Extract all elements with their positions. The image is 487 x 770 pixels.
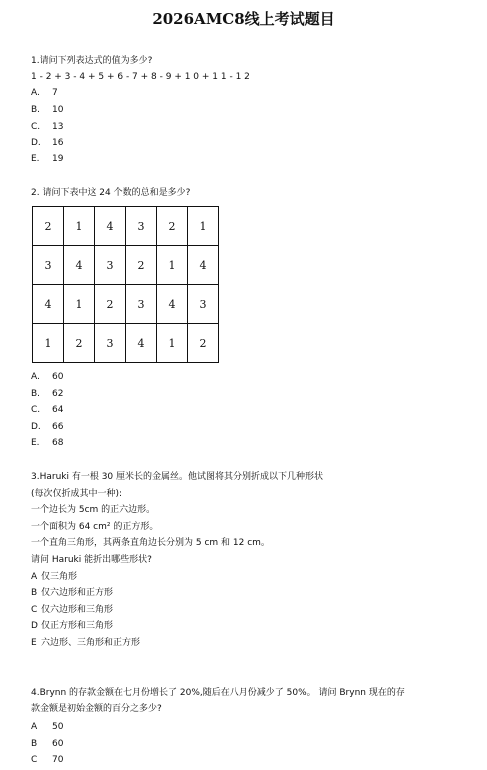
option-letter: A. — [31, 372, 40, 382]
grid-row — [33, 246, 219, 285]
question-1-expression: 1 - 2 + 3 - 4 + 5 + 6 - 7 + 8 - 9 + 1 0 + 1 1 - 1 2 — [31, 72, 250, 82]
grid-cell: 1 — [157, 246, 188, 285]
grid-cell: 1 — [64, 285, 95, 324]
question-4-option-a — [31, 721, 63, 734]
question-3-text: 请问 Haruki 能折出哪些形状? — [31, 555, 152, 565]
option-letter: B — [31, 739, 38, 749]
grid-cell: 1 — [33, 324, 64, 363]
question-2-option-c — [31, 404, 63, 417]
option-value: 19 — [52, 154, 64, 164]
grid-cell: 1 — [64, 207, 95, 246]
grid-cell: 2 — [64, 324, 95, 363]
question-2-option-a — [31, 371, 63, 384]
option-letter: E. — [31, 438, 40, 448]
option-letter: D. — [31, 138, 41, 148]
option-letter: E. — [31, 154, 40, 164]
grid-cell: 1 — [157, 324, 188, 363]
question-1-text: 1.请问下列表达式的值为多少? — [31, 56, 153, 66]
grid-cell: 2 — [95, 285, 126, 324]
option-letter: B — [31, 588, 38, 598]
question-1-option-c — [31, 121, 63, 134]
question-1-option-d — [31, 137, 63, 150]
question-2-option-d — [31, 421, 63, 434]
grid-cell: 4 — [95, 207, 126, 246]
question-4-option-c — [31, 754, 63, 767]
option-value: 仅正方形和三角形 — [41, 621, 114, 631]
question-3-option-b — [31, 587, 113, 600]
option-value: 六边形、三角形和正方形 — [41, 638, 141, 648]
option-letter: B. — [31, 105, 41, 115]
grid-cell: 4 — [157, 285, 188, 324]
question-3-option-a — [31, 571, 77, 584]
option-value: 7 — [52, 88, 58, 98]
number-grid — [32, 206, 219, 363]
option-value: 70 — [52, 755, 64, 765]
grid-cell: 3 — [188, 285, 219, 324]
page-title: 2026AMC8线上考试题目 — [152, 10, 335, 28]
grid-cell: 4 — [33, 285, 64, 324]
option-letter: C. — [31, 405, 41, 415]
option-value: 66 — [52, 422, 64, 432]
grid-cell: 3 — [95, 324, 126, 363]
grid-cell: 2 — [188, 324, 219, 363]
question-3-text: 一个面积为 64 cm² 的正方形。 — [31, 522, 159, 532]
question-3-option-c — [31, 604, 113, 617]
grid-cell: 2 — [157, 207, 188, 246]
grid-cell: 4 — [126, 324, 157, 363]
question-3-option-d — [31, 620, 113, 633]
grid-cell: 3 — [126, 207, 157, 246]
grid-cell: 4 — [188, 246, 219, 285]
option-letter: D. — [31, 422, 41, 432]
question-4-text: 4.Brynn 的存款金额在七月份增长了 20%,随后在八月份减少了 50%。 请问 Brynn 现在的存 — [31, 688, 405, 698]
option-letter: C. — [31, 122, 41, 132]
question-2-option-e — [31, 437, 63, 450]
question-2-option-b — [31, 388, 63, 401]
question-1-option-b — [31, 104, 63, 117]
grid-cell: 1 — [188, 207, 219, 246]
question-3-text: 一个边长为 5cm 的正六边形。 — [31, 505, 156, 515]
grid-cell: 2 — [33, 207, 64, 246]
option-letter: A — [31, 722, 38, 732]
option-value: 50 — [52, 722, 64, 732]
option-value: 60 — [52, 739, 64, 749]
grid-row — [33, 285, 219, 324]
option-value: 10 — [52, 105, 64, 115]
option-letter: D — [31, 621, 38, 631]
question-3-option-e — [31, 637, 140, 650]
option-letter: E — [31, 638, 37, 648]
question-1-option-a — [31, 87, 58, 100]
option-letter: C — [31, 755, 38, 765]
option-value: 16 — [52, 138, 64, 148]
question-4-option-b — [31, 738, 63, 751]
question-1-option-e — [31, 153, 63, 166]
grid-row — [33, 207, 219, 246]
grid-cell: 3 — [126, 285, 157, 324]
question-3-text: 一个直角三角形，其两条直角边长分别为 5 cm 和 12 cm。 — [31, 538, 270, 548]
option-letter: C — [31, 605, 38, 615]
option-value: 64 — [52, 405, 64, 415]
option-value: 仅三角形 — [41, 572, 78, 582]
grid-row — [33, 324, 219, 363]
question-3-text: (每次仅折成其中一种): — [31, 489, 123, 499]
grid-cell: 2 — [126, 246, 157, 285]
grid-cell: 4 — [64, 246, 95, 285]
option-letter: A. — [31, 88, 40, 98]
option-value: 13 — [52, 122, 64, 132]
option-letter: B. — [31, 389, 41, 399]
grid-cell: 3 — [33, 246, 64, 285]
question-3-text: 3.Haruki 有一根 30 厘米长的金属丝。他试图将其分别折成以下几种形状 — [31, 472, 324, 482]
grid-cell: 3 — [95, 246, 126, 285]
question-4-text: 款金额是初始金额的百分之多少? — [31, 704, 162, 714]
question-2-text: 2. 请问下表中这 24 个数的总和是多少? — [31, 188, 191, 198]
option-value: 仅六边形和三角形 — [41, 605, 114, 615]
option-value: 60 — [52, 372, 64, 382]
option-letter: A — [31, 572, 38, 582]
option-value: 68 — [52, 438, 64, 448]
option-value: 仅六边形和正方形 — [41, 588, 114, 598]
option-value: 62 — [52, 389, 64, 399]
